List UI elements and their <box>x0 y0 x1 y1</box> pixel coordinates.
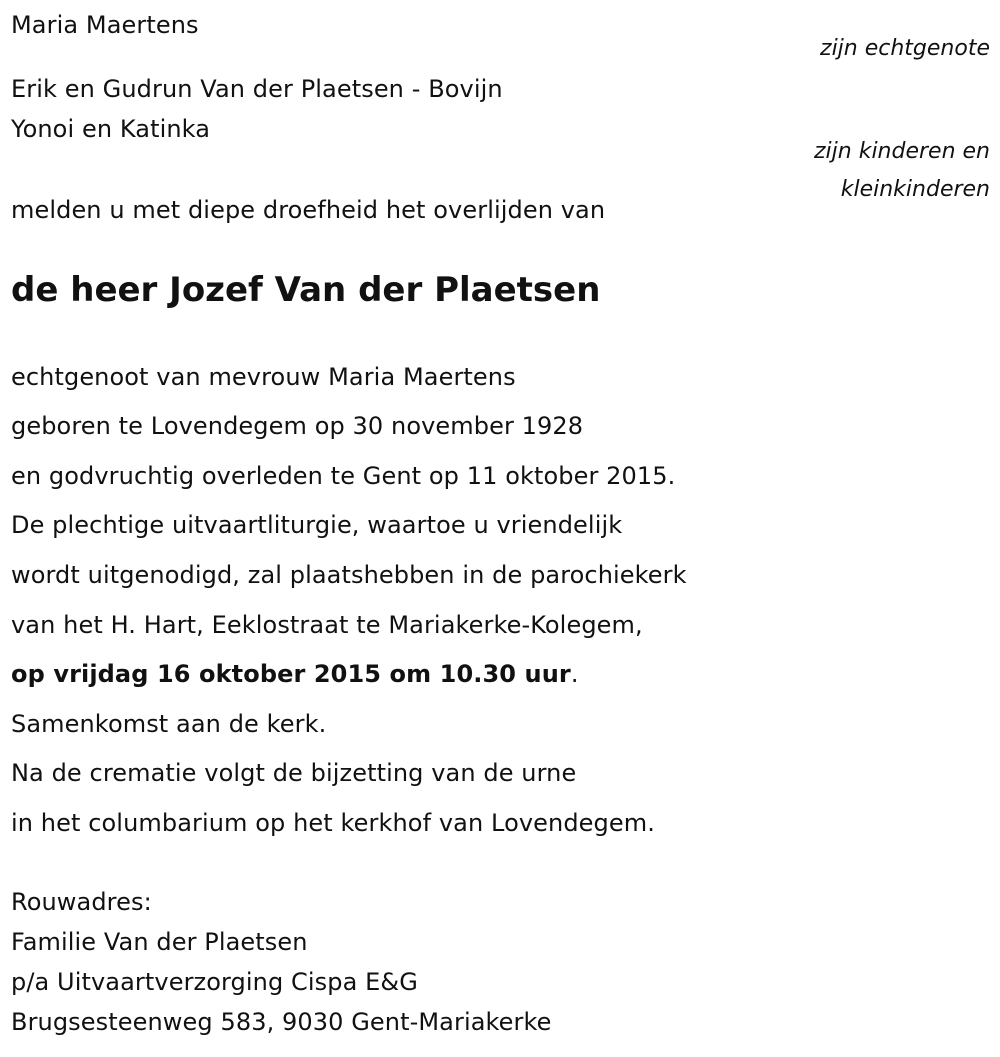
address-label: Rouwadres: <box>11 888 152 916</box>
body-line-9: Na de crematie volgt de bijzetting van de urne <box>11 759 577 787</box>
children-role <box>690 133 990 209</box>
spouse-role <box>690 30 990 68</box>
body-line-7 <box>11 659 579 689</box>
body-line-4: De plechtige uitvaartliturgie, waartoe u vriendelijk <box>11 511 623 539</box>
address-line-2: p/a Uitvaartverzorging Cispa E&G <box>11 968 418 996</box>
spouse-name: Maria Maertens <box>11 11 199 39</box>
body-line-1: echtgenoot van mevrouw Maria Maertens <box>11 363 516 391</box>
children-role-line-2: kleinkinderen <box>840 177 990 202</box>
announcement-text: melden u met diepe droefheid het overlijden van <box>11 196 606 224</box>
spouse-role-text: zijn echtgenote <box>820 36 990 61</box>
body-line-8: Samenkomst aan de kerk. <box>11 710 327 738</box>
body-line-2: geboren te Lovendegem op 30 november 1928 <box>11 412 584 440</box>
address-line-3: Brugsesteenweg 583, 9030 Gent-Mariakerke <box>11 1008 552 1036</box>
funeral-datetime-period: . <box>570 660 579 688</box>
children-role-line-1: zijn kinderen en <box>814 139 990 164</box>
body-line-10: in het columbarium op het kerkhof van Lovendegem. <box>11 809 655 837</box>
children-line-2: Yonoi en Katinka <box>11 115 211 143</box>
address-line-1: Familie Van der Plaetsen <box>11 928 308 956</box>
body-line-3: en godvruchtig overleden te Gent op 11 oktober 2015. <box>11 462 676 490</box>
body-line-6: van het H. Hart, Eeklostraat te Mariakerke-Kolegem, <box>11 611 643 639</box>
children-line-1: Erik en Gudrun Van der Plaetsen - Bovijn <box>11 75 503 103</box>
body-line-5: wordt uitgenodigd, zal plaatshebben in de parochiekerk <box>11 561 687 589</box>
deceased-title: de heer Jozef Van der Plaetsen <box>11 270 601 310</box>
funeral-datetime: op vrijdag 16 oktober 2015 om 10.30 uur <box>11 660 571 688</box>
